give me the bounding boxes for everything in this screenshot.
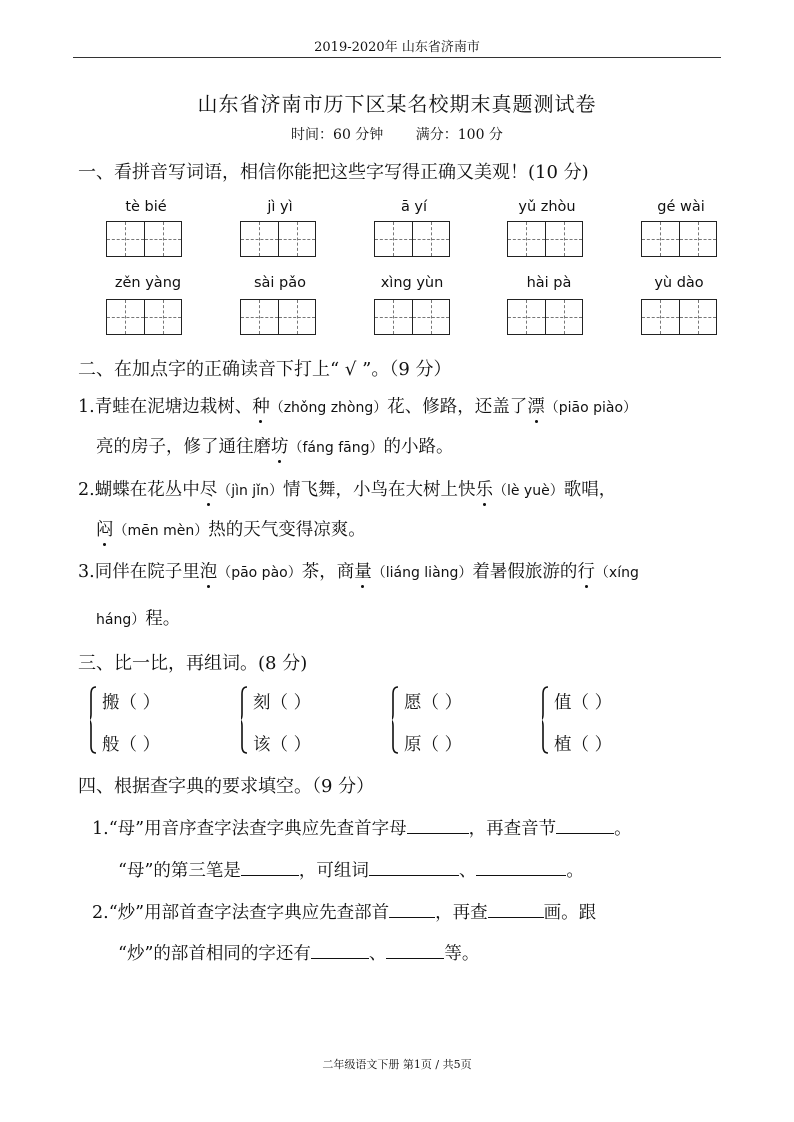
- compare-word-bottom: 原（ ）: [404, 735, 463, 755]
- pinyin-label: yǔ zhòu: [518, 199, 576, 215]
- question-4-2-line-2: “炒”的部首相同的字还有 、 等。: [118, 940, 479, 965]
- pinyin-label: hài pà: [526, 275, 572, 291]
- time-limit: 时间：60 分钟: [291, 127, 384, 143]
- section1-heading: 一、看拼音写词语，相信你能把这些字写得正确又美观！(10 分): [78, 162, 589, 183]
- pinyin-label: ā yí: [400, 199, 428, 215]
- pinyin-options: （mēn mèn）: [113, 523, 209, 539]
- dotted-char: 闷: [96, 516, 114, 541]
- answer-blank[interactable]: [407, 815, 469, 834]
- dotted-char: 行: [577, 558, 595, 583]
- running-header: 2019-2020年 山东省济南市: [314, 40, 480, 55]
- brace-icon: [392, 686, 398, 754]
- answer-blank[interactable]: [476, 857, 566, 876]
- dotted-char: 尽: [200, 476, 218, 501]
- page-footer: 二年级语文下册 第1页 / 共5页: [322, 1058, 472, 1071]
- writing-grid[interactable]: [106, 221, 182, 257]
- brace-icon: [90, 686, 96, 754]
- question-4-1-line-2: “母”的第三笔是 ，可组词 、 。: [118, 857, 584, 882]
- writing-grid[interactable]: [507, 221, 583, 257]
- compare-word-bottom: 般（ ）: [102, 735, 161, 755]
- header-divider: [73, 57, 721, 58]
- question-2-1-line-2: 亮的房子，修了通往磨坊（fáng fāng）的小路。: [96, 433, 454, 458]
- pinyin-label: sài pǎo: [253, 275, 307, 291]
- dotted-char: 乐: [475, 476, 493, 501]
- exam-title: 山东省济南市历下区某名校期末真题测试卷: [197, 92, 597, 116]
- pinyin-options: （zhǒng zhòng）: [269, 400, 388, 416]
- pinyin-options: （liáng liàng）: [371, 565, 473, 581]
- answer-blank[interactable]: [488, 899, 544, 918]
- writing-grid[interactable]: [374, 299, 450, 335]
- writing-grid[interactable]: [641, 221, 717, 257]
- answer-blank[interactable]: [241, 857, 299, 876]
- compare-word-top: 刻（ ）: [253, 693, 312, 713]
- pinyin-options: （xíng: [594, 565, 639, 581]
- pinyin-label: xìng yùn: [380, 275, 444, 291]
- section2-heading: 二、在加点字的正确读音下打上“ √ ”。（9 分）: [78, 359, 452, 380]
- section4-heading: 四、根据查字典的要求填空。（9 分）: [78, 776, 375, 797]
- question-4-1-line-1: 1.“母”用音序查字法查字典应先查首字母 ，再查音节 。: [92, 815, 632, 840]
- writing-grid[interactable]: [240, 299, 316, 335]
- dotted-char: 种: [252, 393, 270, 418]
- compare-word-top: 值（ ）: [554, 693, 613, 713]
- exam-info: [0, 124, 794, 144]
- compare-word-bottom: 该（ ）: [253, 735, 312, 755]
- brace-icon: [241, 686, 247, 754]
- pinyin-options: （jìn jǐn）: [217, 483, 283, 499]
- question-2-1-line-1: 1.青蛙在泥塘边栽树、种（zhǒng zhòng）花、修路，还盖了漂（piāo piào）: [78, 393, 637, 418]
- pinyin-options: （lè yuè）: [492, 483, 564, 499]
- answer-blank[interactable]: [369, 857, 459, 876]
- answer-blank[interactable]: [386, 940, 444, 959]
- writing-grid[interactable]: [106, 299, 182, 335]
- dotted-char: 漂: [527, 393, 545, 418]
- pinyin-options: （piāo piào）: [544, 400, 638, 416]
- pinyin-label: yù dào: [654, 275, 704, 291]
- brace-icon: [542, 686, 548, 754]
- section3-heading: 三、比一比，再组词。(8 分): [78, 653, 308, 674]
- pinyin-label: tè bié: [125, 199, 167, 215]
- answer-blank[interactable]: [311, 940, 369, 959]
- writing-grid[interactable]: [507, 299, 583, 335]
- pinyin-label: gé wài: [657, 199, 705, 215]
- writing-grid[interactable]: [374, 221, 450, 257]
- question-2-2-line-2: 闷（mēn mèn）热的天气变得凉爽。: [96, 516, 366, 541]
- answer-blank[interactable]: [556, 815, 614, 834]
- question-2-3-line-2: háng）程。: [96, 609, 181, 629]
- dotted-char: 泡: [200, 558, 218, 583]
- question-4-2-line-1: 2.“炒”用部首查字法查字典应先查部首 ，再查 画。跟: [92, 899, 596, 924]
- question-2-2-line-1: 2.蝴蝶在花丛中尽（jìn jǐn）情飞舞，小鸟在大树上快乐（lè yuè）歌唱，: [78, 476, 616, 501]
- full-score: 满分：100 分: [415, 127, 503, 143]
- dotted-char: 坊: [271, 433, 289, 458]
- pinyin-options: （fáng fāng）: [288, 440, 384, 456]
- compare-word-bottom: 植（ ）: [554, 735, 613, 755]
- pinyin-label: zěn yàng: [114, 275, 182, 291]
- dotted-char: 量: [354, 558, 372, 583]
- pinyin-label: jì yì: [267, 199, 293, 215]
- compare-word-top: 愿（ ）: [404, 693, 463, 713]
- compare-word-top: 搬（ ）: [102, 693, 161, 713]
- question-2-3-line-1: 3.同伴在院子里泡（pāo pào）茶，商量（liáng liàng）着暑假旅游的行（xíng: [78, 558, 639, 583]
- pinyin-options: （pāo pào）: [217, 565, 302, 581]
- answer-blank[interactable]: [389, 899, 435, 918]
- writing-grid[interactable]: [641, 299, 717, 335]
- writing-grid[interactable]: [240, 221, 316, 257]
